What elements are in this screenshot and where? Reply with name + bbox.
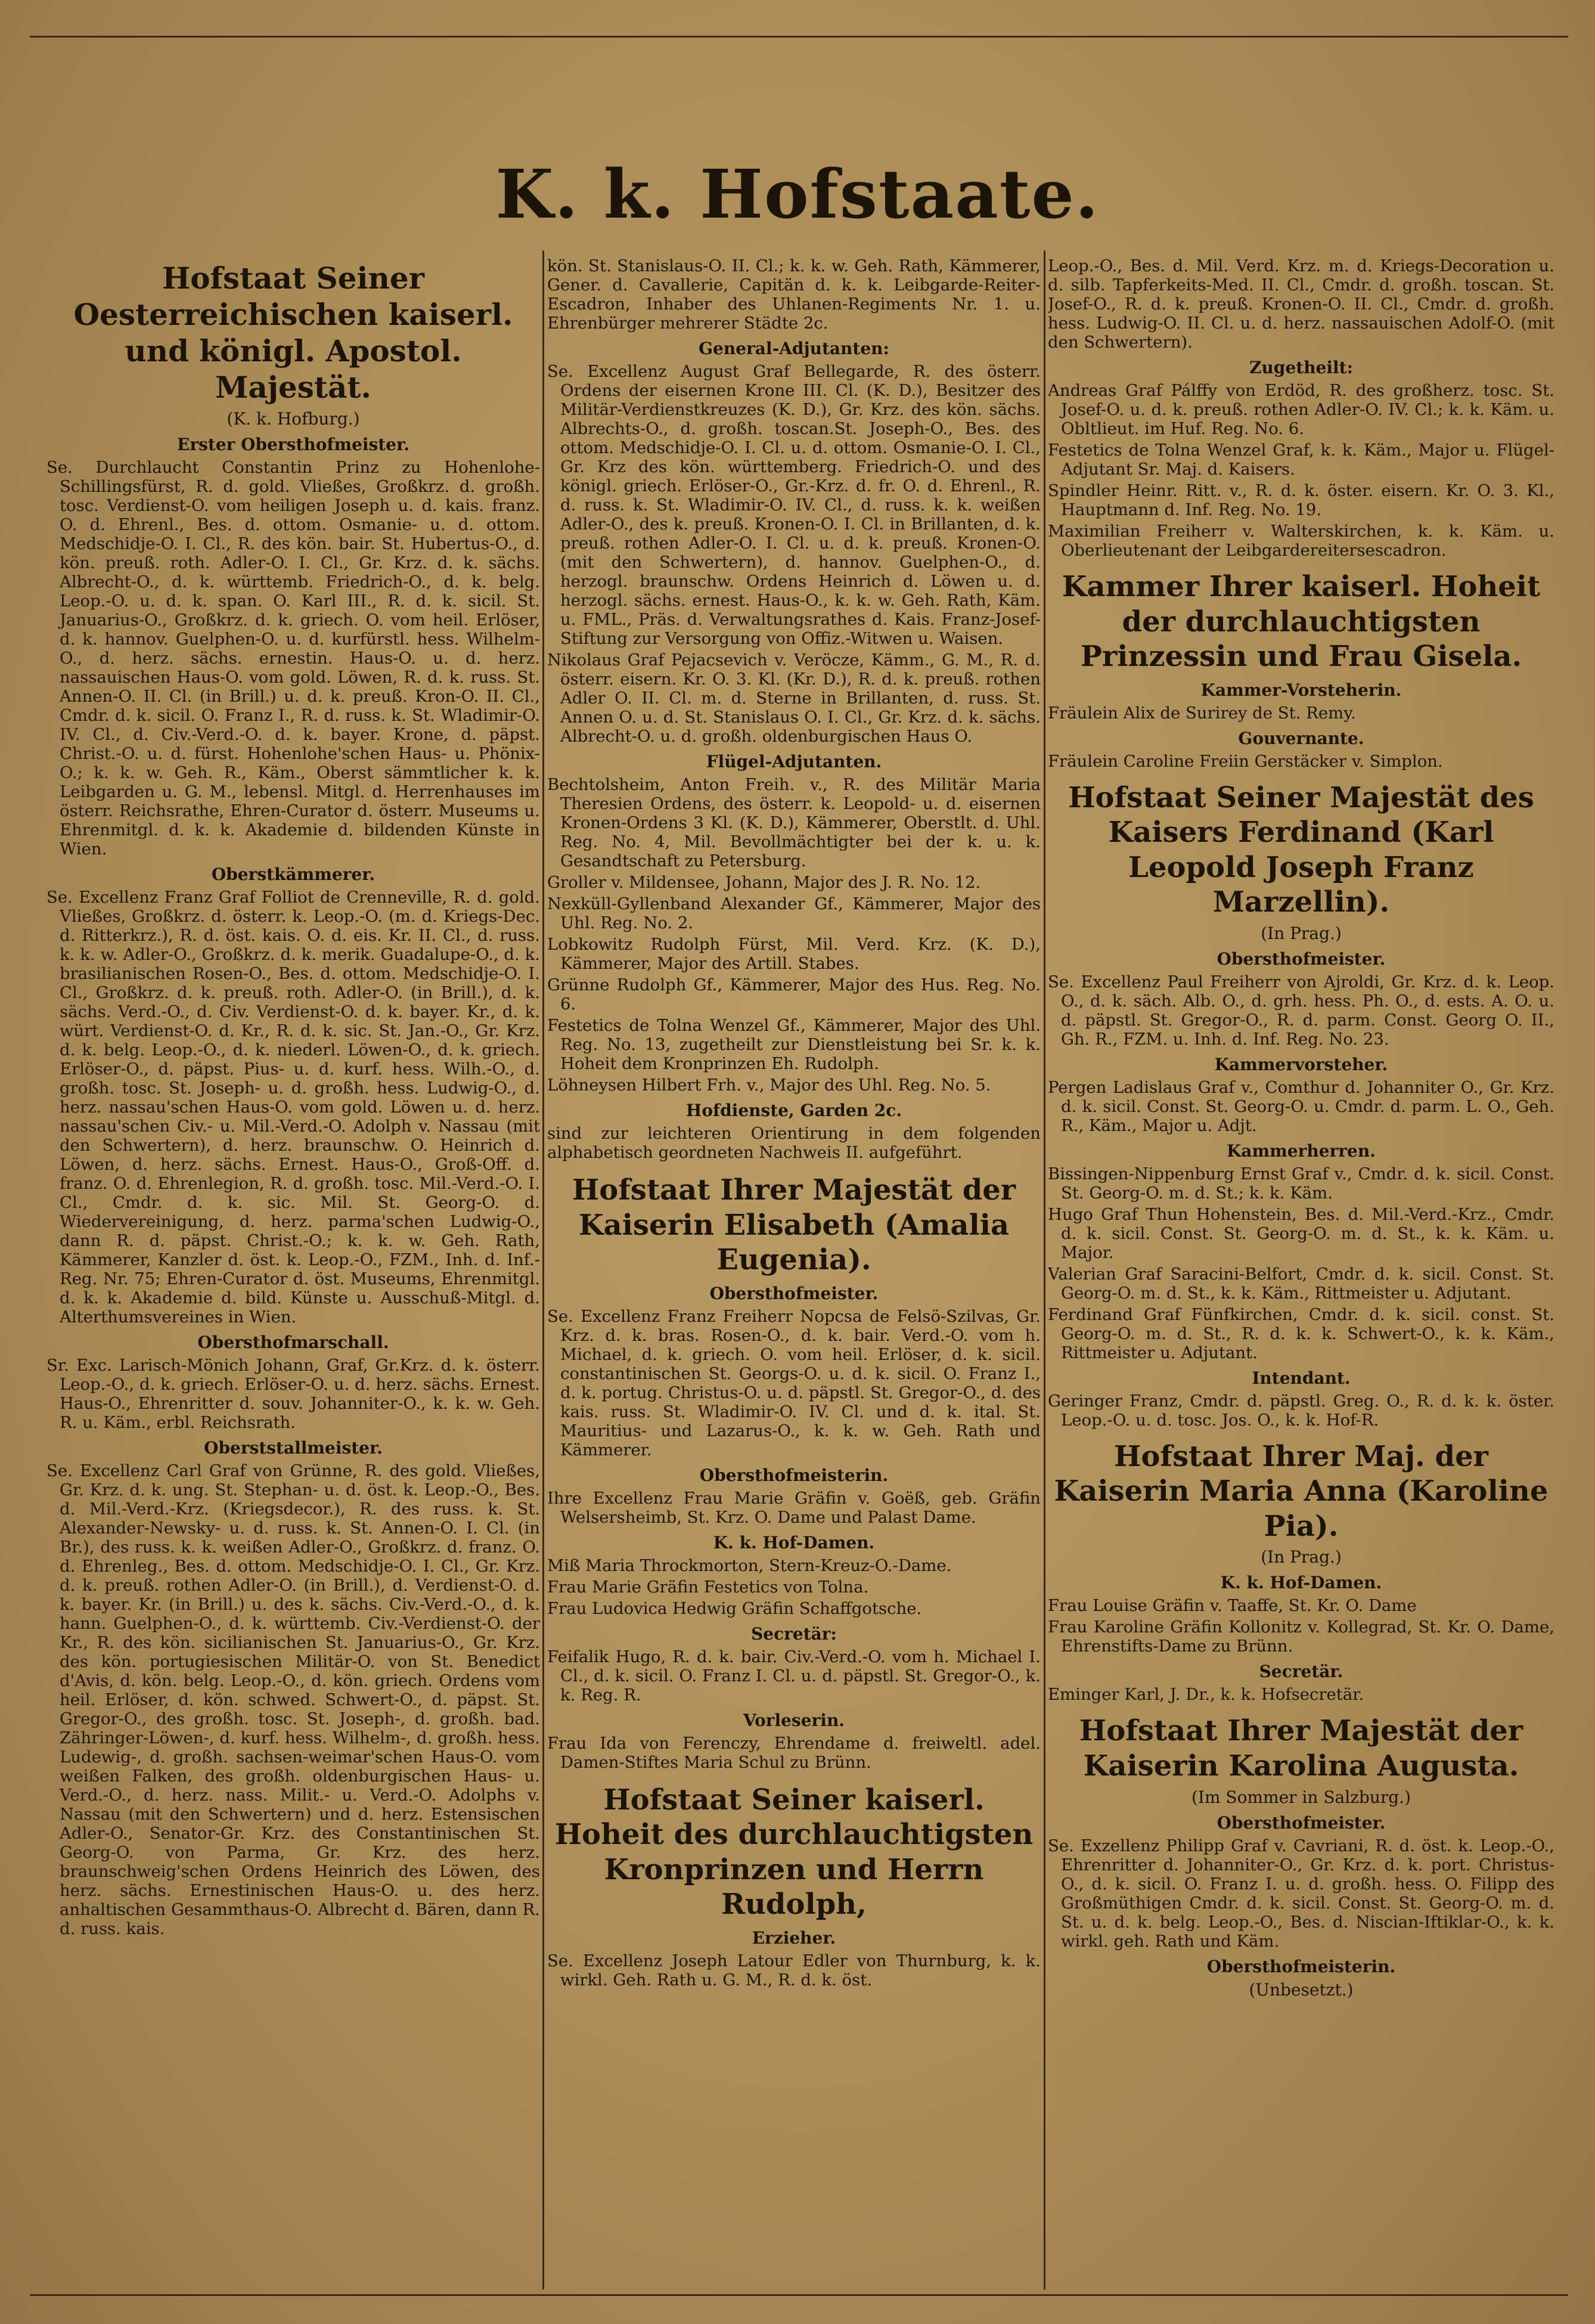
page-title: K. k. Hofstaate.: [495, 156, 1100, 234]
section-title-crown-prince: Hofstaat Seiner kaiserl. Hoheit des durchlauchtigsten Kronprinzen und Herrn Rudolph,: [554, 1783, 1034, 1922]
paragraph: Ferdinand Graf Fünfkirchen, Cmdr. d. k. sicil. const. St. Georg-O. m. d. St., R. d. k. k. Schwert-O., k. k. Käm., Rittmeister u. Adjutant.: [1048, 1304, 1554, 1362]
subheading: Obersthofmarschall.: [197, 1333, 389, 1352]
paragraph: Se. Excellenz August Graf Bellegarde, R. des österr. Ordens der eisernen Krone III. Cl. (K. D.), Besitzer des Militär-Verdienstkreuzes (K. D.), Gr. Krz. des kön. sächs. Albrechts-O., d. großh. toscan.St. Joseph-O., Bes. des ottom. Medschidje-O. I. Cl. u. d. ottom. Osmanie-O. I. Cl., Gr. Krz des kön. württemberg. Friedrich-O. und des königl. griech. Erlöser-O., Gr.-Krz. d. fr. O. d. Ehrenl., R. d. russ. k. St. Wladimir-O. IV. Cl., d. russ. k. k. weißen Adler-O., des k. preuß. Kronen-O. I. Cl. in Brillanten, d. k. preuß. rothen Adler-O. I. Cl. u. d. k. preuß. Kronen-O. (mit den Schwertern), d. hannov. Guelphen-O., d. herzogl. braunschw. Ordens Heinrich d. Löwen u. d. herzogl. sächs. ernest. Haus-O., k. k. w. Geh. Rath, Käm. u. FML., Präs. d. Verwaltungsrathes d. Kais. Franz-Josef-Stiftung zur Versorgung von Offiz.-Witwen u. Waisen.: [547, 362, 1041, 648]
paragraph: Se. Exzellenz Philipp Graf v. Cavriani, R. d. öst. k. Leop.-O., Ehrenritter d. Johanniter-O., Gr. Krz. d. k. port. Christus-O., d. k. sicil. O. Franz I. u. d. großh. hess. O. Filipp des Großmüthigen Cmdr. d. k. sicil. Const. St. Georg-O. m. d. St. u. d. k. belg. Leop.-O., Bes. d. Niscian-Iftiklar-O., k. k. wirkl. geh. Rath und Käm.: [1048, 1836, 1554, 1951]
paragraph: Spindler Heinr. Ritt. v., R. d. k. öster. eisern. Kr. O. 3. Kl., Hauptmann d. Inf. Reg. No. 19.: [1048, 481, 1554, 519]
subheading: Oberstkämmerer.: [211, 864, 376, 884]
paragraph: Festetics de Tolna Wenzel Graf, k. k. Käm., Major u. Flügel-Adjutant Sr. Maj. d. Kaisers.: [1048, 441, 1554, 479]
subheading: Obersthofmeister.: [1217, 1812, 1386, 1833]
paragraph: Se. Excellenz Paul Freiherr von Ajroldi, Gr. Krz. d. k. Leop. O., d. k. säch. Alb. O., d. grh. hess. Ph. O., d. ests. A. O. u. d. päpstl. St. Gregor-O., R. d. parm. Const. Georg O. II., Gh. R., FZM. u. Inh. d. Inf. Reg. No. 23.: [1048, 972, 1554, 1049]
section-title-empress-elisabeth: Hofstaat Ihrer Majestät der Kaiserin Elisabeth (Amalia Eugenia).: [572, 1173, 1016, 1277]
subheading: Kammer-Vorsteherin.: [1200, 680, 1402, 700]
top-rule: [30, 36, 1568, 38]
paragraph: Frau Karoline Gräfin Kollonitz v. Kollegrad, St. Kr. O. Dame, Ehrenstifts-Dame zu Brünn.: [1048, 1617, 1554, 1656]
column-2: [547, 256, 1041, 2283]
section-title-princess-gisela: Kammer Ihrer kaiserl. Hoheit der durchlauchtigsten Prinzessin und Frau Gisela.: [1062, 570, 1541, 674]
paragraph: Se. Excellenz Franz Freiherr Nopcsa de Felsö-Szilvas, Gr. Krz. d. k. bras. Rosen-O., d. k. bair. Verd.-O. vom h. Michael, d. k. griech. O. vom heil. Erlöser, d. k. sicil. constantinischen St. Georgs-O. u. d. k. sicil. O. Franz I., d. k. portug. Christus-O. u. d. päpstl. St. Gregor-O., d. des kais. russ. St. Wladimir-O. IV. Cl. und d. k. ital. St. Mauritius- und Lazarus-O., k. k. w. Geh. Rath und Kämmerer.: [547, 1306, 1041, 1460]
paragraph: Löhneysen Hilbert Frh. v., Major des Uhl. Reg. No. 5.: [547, 1076, 991, 1095]
paragraph: Valerian Graf Saracini-Belfort, Cmdr. d. k. sicil. Const. St. Georg-O. m. d. St., k. k. Käm., Rittmeister u. Adjutant.: [1048, 1264, 1554, 1303]
paragraph: Grünne Rudolph Gf., Kämmerer, Major des Hus. Reg. No. 6.: [547, 975, 1041, 1014]
section-title-emperor-ferdinand: Hofstaat Seiner Majestät des Kaisers Ferdinand (Karl Leopold Joseph Franz Marzellin).: [1068, 780, 1534, 919]
subheading: Flügel-Adjutanten.: [706, 752, 882, 771]
paragraph: Nikolaus Graf Pejacsevich v. Veröcze, Kämm., G. M., R. d. österr. eisern. Kr. O. 3. Kl. (Kr. D.), R. d. k. preuß. rothen Adler O. II. Cl. m. d. Sterne in Brillanten, d. russ. St. Annen O. u. d. St. Stanislaus O. I. Cl., Gr. Krz. d. k. sächs. Albrecht-O. u. d. großh. oldenburgischen Haus O.: [547, 650, 1041, 746]
subheading: Oberststallmeister.: [204, 1438, 383, 1458]
subheading: General-Adjutanten:: [699, 339, 889, 358]
subheading: Obersthofmeisterin.: [1206, 1956, 1396, 1976]
section-title-emperor: Hofstaat Seiner Oesterreichischen kaiserl. und königl. Apostol. Majestät.: [73, 261, 513, 405]
paragraph: Bechtolsheim, Anton Freih. v., R. des Militär Maria Theresien Ordens, des österr. k. Leopold- u. d. eisernen Kronen-Ordens 3 Kl. (K. D.), Kämmerer, Oberstlt. d. Uhl. Reg. No. 4, Mil. Bevollmächtigter bei der k. u. k. Gesandtschaft zu Petersburg.: [547, 775, 1041, 870]
paragraph: Groller v. Mildensee, Johann, Major des J. R. No. 12.: [547, 873, 981, 892]
paragraph: Nexküll-Gyllenband Alexander Gf., Kämmerer, Major des Uhl. Reg. No. 2.: [547, 894, 1041, 932]
paragraph: Fräulein Caroline Freiin Gerstäcker v. Simplon.: [1048, 751, 1443, 771]
subheading: K. k. Hof-Damen.: [1220, 1573, 1382, 1593]
subheading: Erster Obersthofmeister.: [177, 435, 409, 454]
location-note: (K. k. Hofburg.): [226, 409, 360, 429]
bottom-rule: [30, 2294, 1568, 2296]
subheading: Obersthofmeisterin.: [699, 1465, 889, 1485]
paragraph: Ihre Excellenz Frau Marie Gräfin v. Goëß, geb. Gräfin Welsersheimb, St. Krz. O. Dame und Palast Dame.: [547, 1488, 1041, 1527]
subheading: Zugetheilt:: [1249, 358, 1353, 377]
paragraph: Se. Excellenz Joseph Latour Edler von Thurnburg, k. k. wirkl. Geh. Rath u. G. M., R. d. k. öst.: [547, 1951, 1041, 1990]
paragraph: kön. St. Stanislaus-O. II. Cl.; k. k. w. Geh. Rath, Kämmerer, Gener. d. Cavallerie, Capitän d. k. k. Leibgarde-Reiter-Escadron, Inhaber des Uhlanen-Regiments Nr. 1. u. Ehrenbürger mehrerer Städte 2c.: [547, 256, 1041, 333]
column-divider-2: [1044, 250, 1045, 2289]
paragraph: Pergen Ladislaus Graf v., Comthur d. Johanniter O., Gr. Krz. d. k. sicil. Const. St. Georg-O. u. Cmdr. d. parm. L. O., Geh. R., Käm., Major u. Adjt.: [1048, 1077, 1554, 1135]
paragraph: Se. Excellenz Franz Graf Folliot de Crenneville, R. d. gold. Vließes, Großkrz. d. österr. k. Leop.-O. (m. d. Kriegs-Dec. d. Ritterkrz.), R. d. öst. kais. O. d. eis. Kr. II. Cl., d. russ. k. k. w. Adler-O., Großkrz. d. k. merik. Guadalupe-O., d. k. brasilianischen Rosen-O., Bes. d. ottom. Medschidje-O. I. Cl., Großkrz. d. k. preuß. roth. Adler-O. (in Brill.), d. k. sächs. Verd.-O., d. Civ. Verdienst-O. d. k. bayer. Kr., d. k. würt. Verdienst-O. d. Kr., R. d. k. sic. St. Jan.-O., Gr. Krz. d. k. belg. Leop.-O., d. k. niederl. Löwen-O., d. k. griech. Erlöser-O., d. päpst. Pius- u. d. kurf. hess. Wilh.-O., d. großh. tosc. St. Joseph- u. d. großh. hess. Ludwig-O., d. herz. nassau'schen Haus-O. vom gold. Löwen u. d. herz. nassau'schen Civ.- u. Mil.-Verd.-O. Adolph v. Nassau (mit den Schwertern), d. herz. braunschw. O. Heinrich d. Löwen, d. herz. sächs. Ernest. Haus-O., Groß-Off. d. franz. O. d. Ehrenlegion, R. d. großh. tosc. Mil.-Verd.-O. I. Cl., Cmdr. d. k. sic. Mil. St. Georg-O. d. Wiedervereinigung, d. herz. parma'schen Ludwig-O., dann R. d. päpst. Christ.-O.; k. k. w. Geh. Rath, Kämmerer, Kanzler d. öst. k. Leop.-O., FZM., Inh. d. Inf.-Reg. Nr. 75; Ehren-Curator d. öst. Museums, Ehrenmitgl. d. k. k. Akademie d. bild. Künste u. Ausschuß-Mitgl. d. Alterthumsvereines in Wien.: [46, 888, 540, 1327]
paragraph: Eminger Karl, J. Dr., k. k. Hofsecretär.: [1048, 1685, 1364, 1705]
paragraph: Maximilian Freiherr v. Walterskirchen, k. k. Käm. u. Oberlieutenant der Leibgardereitersescadron.: [1048, 522, 1554, 560]
paragraph: Hugo Graf Thun Hohenstein, Bes. d. Mil.-Verd.-Krz., Cmdr. d. k. sicil. Const. St. Georg-O. m. d. St., k. k. Käm. u. Major.: [1048, 1204, 1554, 1262]
location-note: (In Prag.): [1261, 1547, 1342, 1567]
subheading: Kammerherren.: [1227, 1141, 1376, 1161]
paragraph: Miß Maria Throckmorton, Stern-Kreuz-O.-Dame.: [547, 1555, 952, 1575]
paragraph: Lobkowitz Rudolph Fürst, Mil. Verd. Krz. (K. D.), Kämmerer, Major des Artill. Stabes.: [547, 935, 1041, 973]
paragraph: Festetics de Tolna Wenzel Gf., Kämmerer, Major des Uhl. Reg. No. 13, zugetheilt zur Dienstleistung bei Sr. k. k. Hoheit dem Kronprinzen Eh. Rudolph.: [547, 1016, 1041, 1073]
subheading: Obersthofmeister.: [1217, 949, 1386, 969]
paragraph: Andreas Graf Pálffy von Erdöd, R. des großherz. tosc. St. Josef-O. u. d. k. preuß. rothen Adler-O. IV. Cl.; k. k. Käm. u. Obltlieut. im Huf. Reg. No. 6.: [1048, 381, 1554, 438]
subheading: Vorleserin.: [743, 1710, 845, 1730]
subheading: Secretär.: [1259, 1662, 1343, 1682]
subheading: Gouvernante.: [1238, 728, 1364, 748]
paragraph: Sr. Exc. Larisch-Mönich Johann, Graf, Gr.Krz. d. k. österr. Leop.-O., d. k. griech. Erlöser-O. u. d. herz. sächs. Ernest. Haus-O., Ehrenritter d. souv. Johanniter-O., k. k. w. Geh. R. u. Käm., erbl. Reichsrath.: [46, 1356, 540, 1432]
column-1: [46, 256, 540, 2283]
paragraph: Frau Ludovica Hedwig Gräfin Schaffgotsche.: [547, 1598, 922, 1618]
paragraph: Fräulein Alix de Surirey de St. Remy.: [1048, 703, 1356, 723]
column-divider-1: [542, 250, 544, 2289]
paragraph: Frau Louise Gräfin v. Taaffe, St. Kr. O. Dame: [1048, 1596, 1417, 1616]
paragraph: Se. Excellenz Carl Graf von Grünne, R. des gold. Vließes, Gr. Krz. d. k. ung. St. Stephan- u. d. öst. k. Leop.-O., Bes. d. Mil.-Verd.-Krz. (Kriegsdecor.), R. des russ. k. St. Alexander-Newsky- u. d. russ. k. St. Annen-O. I. Cl. (in Br.), des russ. k. k. weißen Adler-O., Großkrz. d. franz. O. d. Ehrenleg., Bes. d. ottom. Medschidje-O. I. Cl., Gr. Krz. d. k. preuß. rothen Adler-O. (in Brill.), d. Verdienst-O. d. k. bayer. Kr. (in Brill.) u. des k. sächs. Civ.-Verd.-O., d. k. hann. Guelphen-O., d. k. württemb. Civ.-Verdienst-O. der Kr., R. des kön. sicilianischen St. Januarius-O., Gr. Krz. des kön. portugiesischen Militär-O. von St. Benedict d'Avis, d. kön. belg. Leop.-O., d. kön. griech. Ordens vom heil. Erlöser, d. kön. schwed. Schwert-O., d. päpst. St. Gregor-O., des großh. tosc. St. Joseph-, d. großh. bad. Zähringer-Löwen-, d. kurf. hess. Wilhelm-, d. großh. hess. Ludewig-, d. großh. sachsen-weimar'schen Haus-O. vom weißen Falken, des großh. oldenburgischen Haus- u. Verd.-O., d. herz. nass. Milit.- u. Verd.-O. Adolphs v. Nassau (mit den Schwertern) und d. herz. Estensischen Adler-O., Senator-Gr. Krz. des Constantinischen St. Georg-O. von Parma, Gr. Krz. des herz. braunschweig'schen Ordens Heinrich des Löwen, des herz. sächs. Ernestinischen Haus-O. u. des herz. anhaltischen Gesammthaus-O. Albrecht d. Bären, dann R. d. russ. kais.: [46, 1461, 540, 1938]
subheading: Erzieher.: [752, 1928, 836, 1948]
subheading: Secretär:: [751, 1623, 837, 1644]
subheading: Hofdienste, Garden 2c.: [685, 1101, 902, 1120]
subheading: Intendant.: [1252, 1368, 1351, 1388]
paragraph: Leop.-O., Bes. d. Mil. Verd. Krz. m. d. Kriegs-Decoration u. d. silb. Tapferkeits-Med. II. Cl., Cmdr. d. großh. toscan. St. Josef-O., R. d. k. preuß. Kronen-O. II. Cl., Cmdr. d. großh. hess. Ludwig-O. II. Cl. u. d. herz. nassauischen Adolf-O. (mit den Schwertern).: [1048, 256, 1554, 352]
paragraph: Geringer Franz, Cmdr. d. päpstl. Greg. O., R. d. k. k. öster. Leop.-O. u. d. tosc. Jos. O., k. k. Hof-R.: [1048, 1391, 1554, 1430]
paragraph: sind zur leichteren Orientirung in dem folgenden alphabetisch geordneten Nachweis II. aufgeführt.: [547, 1124, 1041, 1162]
subheading: K. k. Hof-Damen.: [713, 1532, 875, 1553]
section-title-empress-karolina: Hofstaat Ihrer Majestät der Kaiserin Karolina Augusta.: [1079, 1714, 1523, 1783]
subheading: Kammervorsteher.: [1214, 1054, 1388, 1074]
section-title-empress-maria-anna: Hofstaat Ihrer Maj. der Kaiserin Maria Anna (Karoline Pia).: [1054, 1439, 1549, 1543]
paragraph: Frau Marie Gräfin Festetics von Tolna.: [547, 1577, 869, 1597]
location-note: (In Prag.): [1261, 923, 1342, 943]
subheading: Obersthofmeister.: [709, 1283, 879, 1303]
vacancy-note: (Unbesetzt.): [1249, 1979, 1354, 2000]
column-3: [1048, 256, 1554, 2283]
paragraph: Frau Ida von Ferenczy, Ehrendame d. freiweltl. adel. Damen-Stiftes Maria Schul zu Brünn.: [547, 1733, 1041, 1772]
paragraph: Bissingen-Nippenburg Ernst Graf v., Cmdr. d. k. sicil. Const. St. Georg-O. m. d. St.; k. k. Käm.: [1048, 1164, 1554, 1203]
paragraph: Feifalik Hugo, R. d. k. bair. Civ.-Verd.-O. vom h. Michael I. Cl., d. k. sicil. O. Franz I. Cl. u. d. päpstl. St. Gregor-O., k. k. Reg. R.: [547, 1647, 1041, 1705]
paragraph: Se. Durchlaucht Constantin Prinz zu Hohenlohe-Schillingsfürst, R. d. gold. Vließes, Großkrz. d. großh. tosc. Verdienst-O. vom heiligen Joseph u. d. kais. franz. O. d. Ehrenl., Bes. d. ottom. Osmanie- u. d. ottom. Medschidje-O. I. Cl., R. des kön. bair. St. Hubertus-O., d. kön. preuß. roth. Adler-O. I. Cl., Gr. Krz. d. k. sächs. Albrecht-O., d. k. württemb. Friedrich-O., d. k. belg. Leop.-O. u. d. k. span. O. Karl III., R. d. k. sicil. St. Januarius-O., Großkrz. d. k. griech. O. vom heil. Erlöser, d. k. hannov. Guelphen-O. u. d. kurfürstl. hess. Wilhelm-O., d. herz. sächs. ernestin. Haus-O. u. d. herz. nassauischen Haus-O. vom gold. Löwen, R. d. k. russ. St. Annen-O. II. Cl. (in Brill.) u. d. k. preuß. Kron-O. II. Cl., Cmdr. d. k. sicil. O. Franz I., R. d. russ. k. St. Wladimir-O. IV. Cl., d. Civ.-Verd.-O. d. k. bayer. Krone, d. päpst. Christ.-O. u. d. fürst. Hohenlohe'schen Haus- u. Phönix-O.; k. k. w. Geh. R., Käm., Oberst sämmtlicher k. k. Leibgarden u. G. M., lebensl. Mitgl. d. Herrenhauses im österr. Reichsrathe, Ehren-Curator d. österr. Museums u. Ehrenmitgl. d. k. k. Akademie d. bildenden Künste in Wien.: [46, 458, 540, 859]
location-note: (Im Sommer in Salzburg.): [1191, 1787, 1411, 1807]
